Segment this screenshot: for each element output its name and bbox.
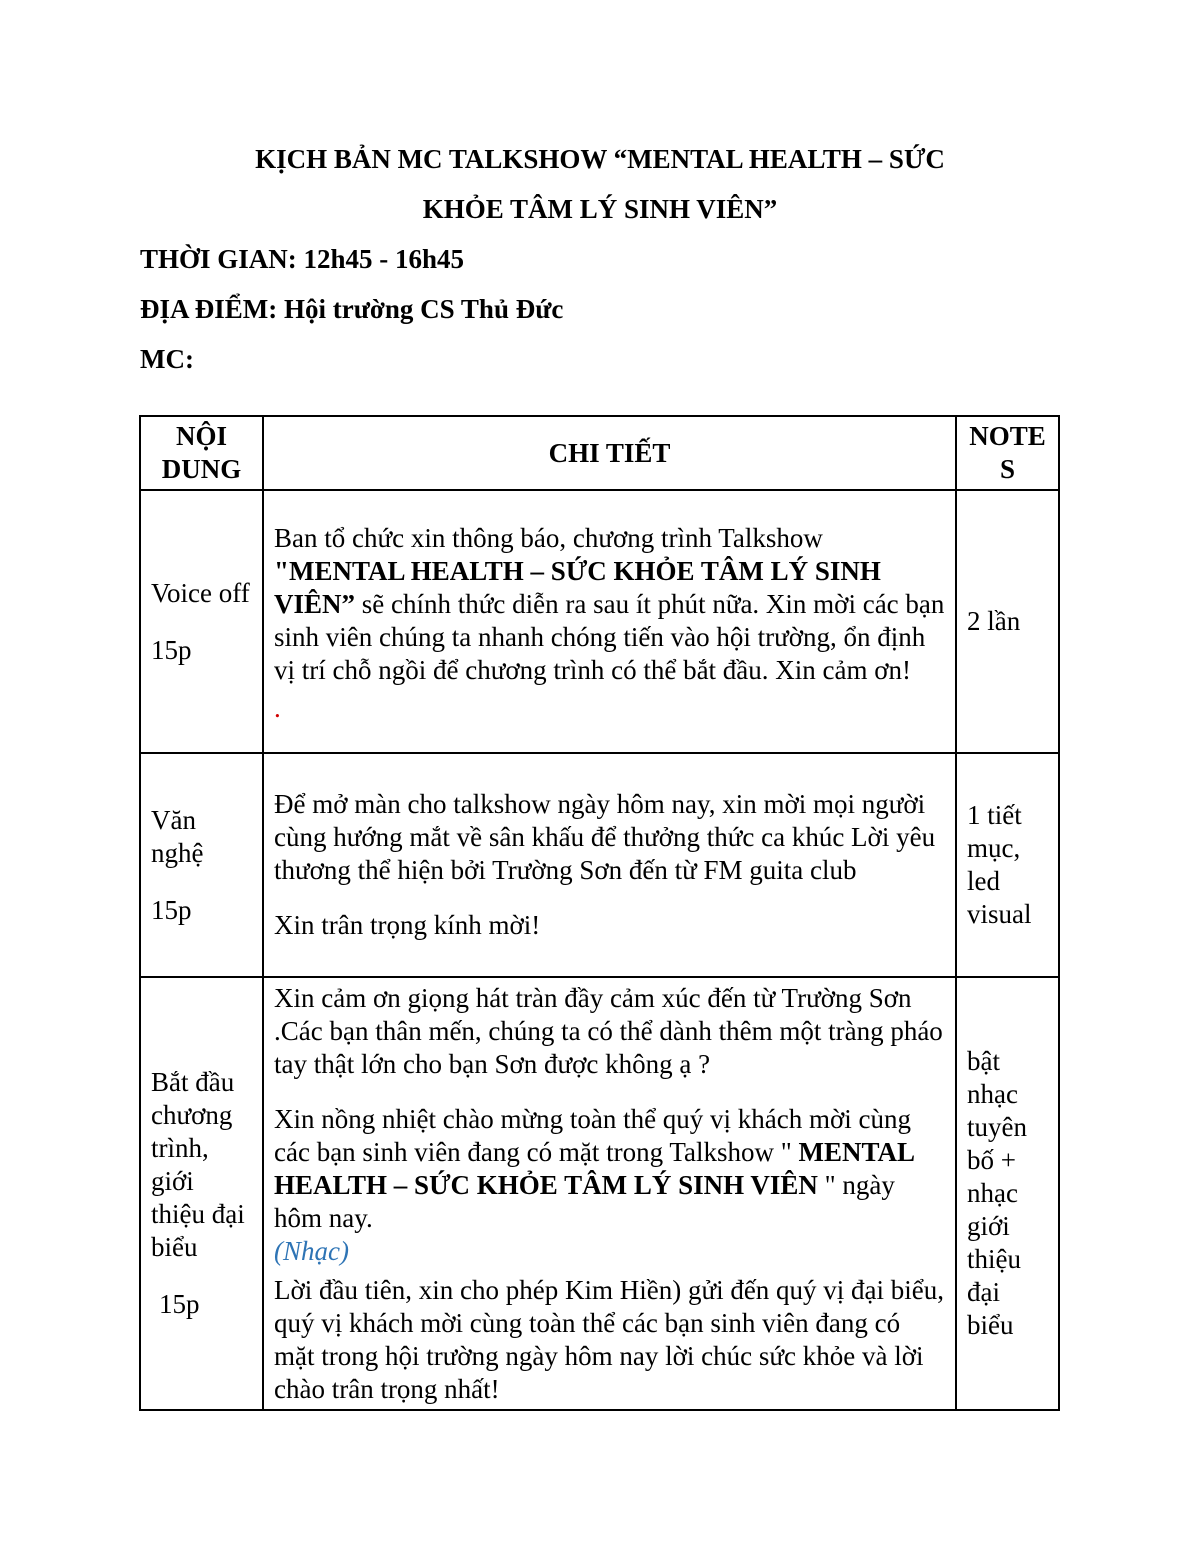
detail-paragraph: Lời đầu tiên, xin cho phép Kim Hiền) gửi đến quý vị đại biểu, quý vị khách mời cùng toàn thể các bạn sinh viên đang có mặt trong hội trường ngày hôm nay lời chúc sức khỏe và lời chào trân trọng nhất! [274,1274,945,1404]
row-duration: 15p [151,894,192,925]
row-detail-cell [263,977,956,1410]
detail-paragraph [274,522,945,687]
table-row [140,977,1059,1410]
detail-paragraph [274,1103,945,1235]
detail-paragraph: Để mở màn cho talkshow ngày hôm nay, xin mời mọi người cùng hướng mắt về sân khấu để thưởng thức ca khúc Lời yêu thương thể hiện bởi Trường Sơn đến từ FM guita club [274,789,936,885]
row-content-label: Văn nghệ [151,804,204,868]
row-detail-cell [263,753,956,977]
row-notes-cell: bật nhạc tuyên bố + nhạc giới thiệu đại biểu [956,977,1059,1410]
detail-text: sẽ chính thức diễn ra sau ít phút nữa. Xin mời các bạn sinh viên chúng ta nhanh chóng tiến vào hội trường, ổn định vị trí chỗ ngồi để chương trình có thể bắt đầu. Xin cảm ơn! [274,589,945,685]
table-header-row [140,416,1059,490]
detail-bold-title: "MENTAL HEALTH – SỨC KHỎE TÂM LÝ SINH VIÊN” [274,556,881,619]
detail-text: Ban tổ chức xin thông báo, chương trình Talkshow [274,523,823,553]
detail-text: " ngày hôm nay. [274,1169,895,1233]
row-content-cell [140,490,263,753]
header-content: NỘI DUNG [140,416,263,490]
event-place: ĐỊA ĐIỂM: Hội trường CS Thủ Đức [140,294,564,324]
header-detail: CHI TIẾT [263,416,956,490]
document-title-line-1: KỊCH BẢN MC TALKSHOW “MENTAL HEALTH – SỨC [255,144,945,174]
script-table [139,415,1060,1411]
document-title-line-2: KHỎE TÂM LÝ SINH VIÊN” [422,194,778,224]
row-content-label: Voice off [151,577,250,608]
table-row [140,753,1059,977]
row-notes-cell: 1 tiết mục, led visual [956,753,1059,977]
detail-paragraph: Xin trân trọng kính mời! [274,910,541,940]
detail-paragraph: Xin cảm ơn giọng hát tràn đầy cảm xúc đến từ Trường Sơn .Các bạn thân mến, chúng ta có thể dành thêm một tràng pháo tay thật lớn cho bạn Sơn được không ạ ? [274,982,943,1079]
row-notes-cell: 2 lần [956,490,1059,753]
row-duration: 15p [151,634,192,665]
row-duration: 15p [159,1289,200,1319]
header-notes: NOTES [956,416,1059,490]
event-mc: MC: [140,344,194,374]
detail-bold-title: MENTAL HEALTH – SỨC KHỎE TÂM LÝ SINH VIÊN [274,1136,914,1200]
row-content-cell [140,977,263,1410]
music-cue: (Nhạc) [274,1235,349,1266]
event-time: THỜI GIAN: 12h45 - 16h45 [140,244,465,274]
row-detail-cell [263,490,956,753]
table-row [140,490,1059,753]
detail-text: Xin nồng nhiệt chào mừng toàn thể quý vị khách mời cùng các bạn sinh viên đang có mặt trong Talkshow " [274,1103,912,1167]
row-content-cell [140,753,263,977]
row-content-label: Bắt đầu chương trình, giới thiệu đại biểu [151,1067,245,1262]
red-dot-mark: . [274,693,281,723]
